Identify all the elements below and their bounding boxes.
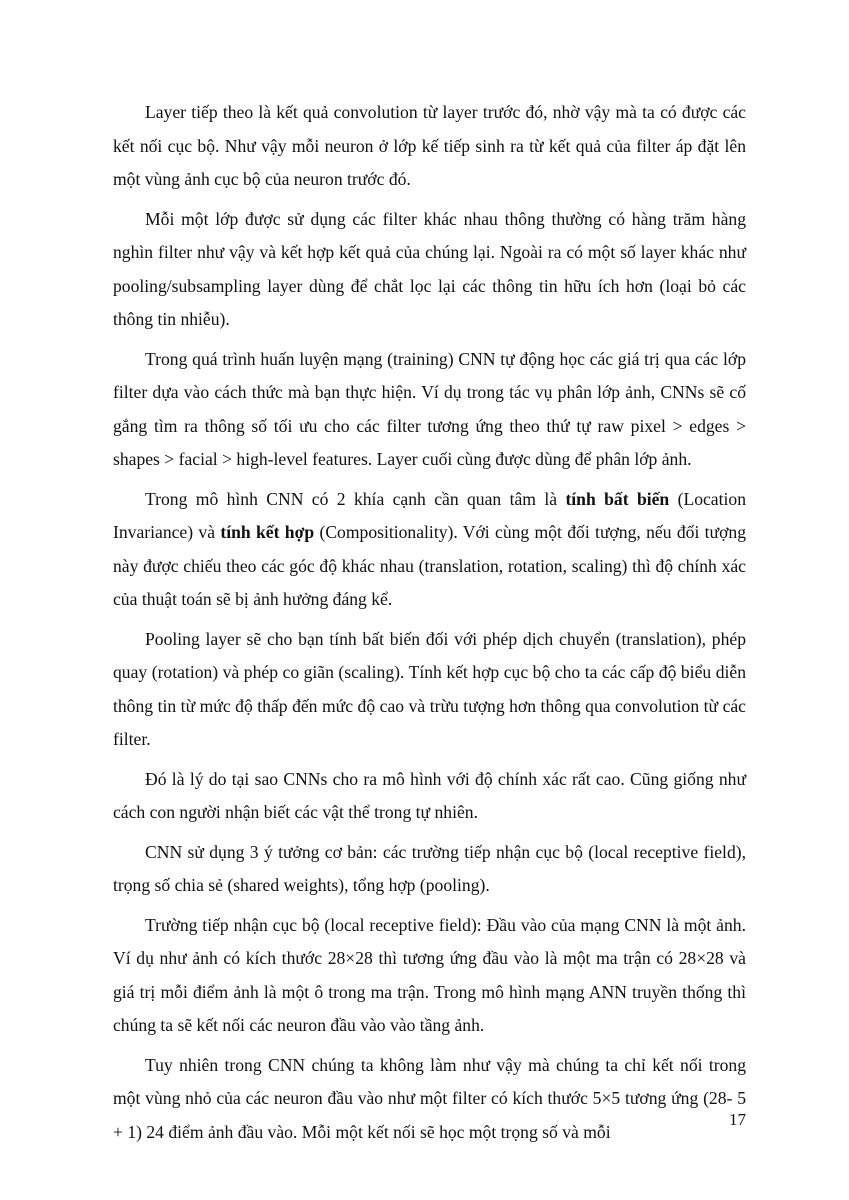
- text-run: (Location Invariance) và: [113, 488, 746, 542]
- paragraph: [113, 96, 746, 197]
- text-run: Layer tiếp theo là kết quả convolution từ layer trước đó, nhờ vậy mà ta có được các kết nối cục bộ. Như vậy mỗi neuron ở lớp kế tiếp sinh ra từ kết quả của filter áp đặt lên một vùng ảnh cục bộ của neuron trước đó.: [113, 102, 746, 189]
- text-run: (Compositionality). Với cùng một đối tượng, nếu đối tượng này được chiếu theo các góc độ khác nhau (translation, rotation, scaling) thì độ chính xác của thuật toán sẽ bị ảnh hưởng đáng kể.: [113, 522, 746, 609]
- paragraph: [113, 763, 746, 830]
- text-run: CNN sử dụng 3 ý tưởng cơ bản: các trường tiếp nhận cục bộ (local receptive field), trọng số chia sẻ (shared weights), tổng hợp (pooling).: [113, 841, 746, 895]
- paragraph: [113, 909, 746, 1043]
- bold-term: tính kết hợp: [220, 522, 315, 542]
- text-run: Mỗi một lớp được sử dụng các filter khác nhau thông thường có hàng trăm hàng nghìn filter như vậy và kết hợp kết quả của chúng lại. Ngoài ra có một số layer khác như pooling/subsampling layer dùng để chắt lọc lại các thông tin hữu ích hơn (loại bỏ các thông tin nhiễu).: [113, 208, 746, 329]
- paragraph: [113, 483, 746, 617]
- text-run: Trong mô hình CNN có 2 khía cạnh cần quan tâm là: [145, 488, 566, 509]
- text-run: Trường tiếp nhận cục bộ (local receptive field): Đầu vào của mạng CNN là một ảnh. Ví dụ như ảnh có kích thước 28×28 thì tương ứng đầu vào là một ma trận có 28×28 và giá trị mỗi điểm ảnh là một ô trong ma trận. Trong mô hình mạng ANN truyền thống thì chúng ta sẽ kết nối các neuron đầu vào vào tầng ảnh.: [113, 914, 746, 1035]
- text-run: Đó là lý do tại sao CNNs cho ra mô hình với độ chính xác rất cao. Cũng giống như cách con người nhận biết các vật thể trong tự nhiên.: [113, 768, 746, 822]
- bold-term: tính bất biến: [565, 488, 670, 509]
- text-run: Pooling layer sẽ cho bạn tính bất biến đối với phép dịch chuyển (translation), phép quay (rotation) và phép co giãn (scaling). Tính kết hợp cục bộ cho ta các cấp độ biểu diễn thông tin từ mức độ thấp đến mức độ cao và trừu tượng hơn thông qua convolution từ các filter.: [113, 628, 746, 749]
- text-run: Tuy nhiên trong CNN chúng ta không làm như vậy mà chúng ta chỉ kết nối trong một vùng nhỏ của các neuron đầu vào như một filter có kích thước 5×5 tương ứng (28- 5 + 1) 24 điểm ảnh đầu vào. Mỗi một kết nối sẽ học một trọng số và mỗi: [113, 1054, 746, 1142]
- paragraph: [113, 836, 746, 903]
- page-number: 17: [729, 1110, 746, 1129]
- paragraph: [113, 203, 746, 337]
- paragraph: [113, 343, 746, 477]
- body-text: [113, 96, 746, 1155]
- paragraph: [113, 623, 746, 757]
- paragraph: [113, 1049, 746, 1150]
- text-run: Trong quá trình huấn luyện mạng (training) CNN tự động học các giá trị qua các lớp filter dựa vào cách thức mà bạn thực hiện. Ví dụ trong tác vụ phân lớp ảnh, CNNs sẽ cố gắng tìm ra thông số tối ưu cho các filter tương ứng theo thứ tự raw pixel > edges > shapes > facial > high-level features. Layer cuối cùng được dùng để phân lớp ảnh.: [113, 348, 746, 469]
